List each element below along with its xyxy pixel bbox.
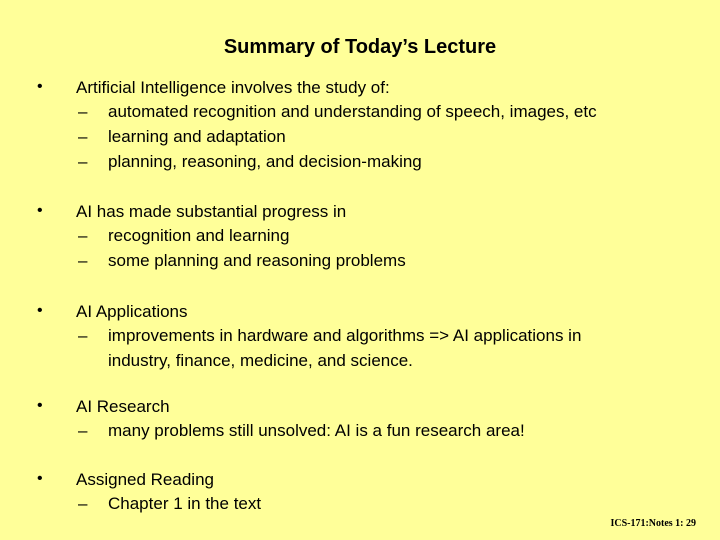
bullet-dot: • [37,202,43,219]
bullet-group [0,78,720,177]
bullet-dot: • [37,78,43,95]
bullet-text: AI Research [76,397,170,416]
bullet-row [0,202,720,226]
bullet-group [0,470,720,519]
sub-bullet-dash: – [78,152,88,171]
sub-bullet-text: planning, reasoning, and decision-making [108,152,422,171]
sub-bullet-row [0,421,720,446]
sub-bullet-dash: – [78,421,88,440]
sub-bullet-dash: – [78,251,88,270]
bullet-dot: • [37,397,43,414]
slide-title: Summary of Today’s Lecture [223,36,497,58]
sub-bullet-dash: – [78,226,88,245]
bullet-group [0,302,720,376]
sub-bullet-row [0,152,720,177]
bullet-row [0,470,720,494]
bullet-dot: • [37,302,43,319]
bullet-text: AI has made substantial progress in [76,202,347,221]
sub-bullet-text: some planning and reasoning problems [108,251,406,270]
sub-bullet-dash: – [78,127,88,146]
sub-bullet-row [0,251,720,276]
sub-bullet-text: Chapter 1 in the text [108,494,262,513]
slide-footer: ICS-171:Notes 1: 29 [610,518,696,529]
bullet-row [0,397,720,421]
bullet-group [0,397,720,446]
bullet-group [0,202,720,276]
sub-bullet-text: improvements in hardware and algorithms => AI applications in [108,326,582,345]
sub-bullet-continuation [0,351,720,376]
bullet-text: Artificial Intelligence involves the study of: [76,78,390,97]
sub-bullet-row [0,494,720,519]
sub-bullet-row [0,326,720,351]
bullet-row [0,78,720,102]
sub-bullet-dash: – [78,102,88,121]
sub-bullet-dash: – [78,494,88,513]
sub-bullet-text: automated recognition and understanding of speech, images, etc [108,102,597,121]
sub-bullet-text: industry, finance, medicine, and science. [108,351,413,370]
bullet-dot: • [37,470,43,487]
sub-bullet-row [0,226,720,251]
bullet-row [0,302,720,326]
sub-bullet-text: many problems still unsolved: AI is a fun research area! [108,421,525,440]
sub-bullet-text: learning and adaptation [108,127,286,146]
bullet-text: AI Applications [76,302,188,321]
sub-bullet-dash: – [78,326,88,345]
sub-bullet-row [0,102,720,127]
sub-bullet-row [0,127,720,152]
sub-bullet-text: recognition and learning [108,226,290,245]
bullet-text: Assigned Reading [76,470,214,489]
